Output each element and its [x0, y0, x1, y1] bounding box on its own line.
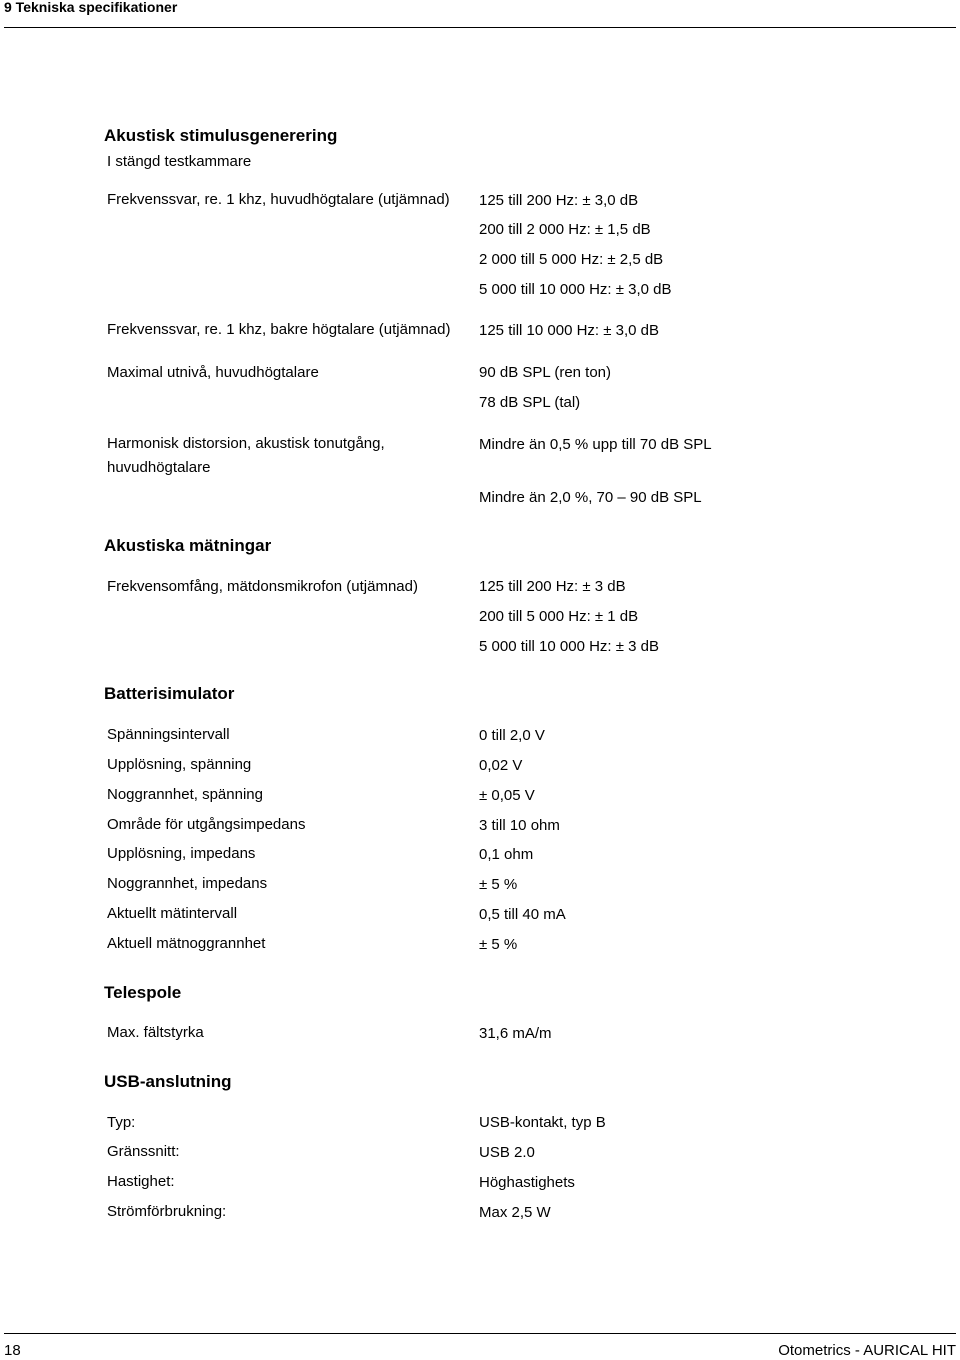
spec-label: Aktuell mätnoggrannhet [107, 935, 266, 952]
spec-label: Typ: [107, 1114, 136, 1131]
page-header-title: 9 Tekniska specifikationer [4, 0, 178, 15]
spec-label: Gränssnitt: [107, 1143, 180, 1160]
spec-value: USB-kontakt, typ B [479, 1114, 606, 1131]
spec-value: 90 dB SPL (ren ton) [479, 364, 612, 381]
spec-value: 200 till 5 000 Hz: ± 1 dB [479, 608, 639, 625]
section-title-telecoil: Telespole [104, 983, 182, 1002]
section-subtitle-stimulus: I stängd testkammare [107, 153, 252, 170]
spec-label: Upplösning, spänning [107, 756, 252, 773]
spec-value: 2 000 till 5 000 Hz: ± 2,5 dB [479, 251, 664, 268]
spec-label: Spänningsintervall [107, 726, 230, 743]
section-title-battery: Batterisimulator [104, 684, 235, 703]
spec-value: 0,1 ohm [479, 846, 534, 863]
spec-value: 31,6 mA/m [479, 1025, 552, 1042]
spec-value: 5 000 till 10 000 Hz: ± 3 dB [479, 638, 660, 655]
spec-value: Mindre än 0,5 % upp till 70 dB SPL [479, 436, 712, 453]
spec-value: USB 2.0 [479, 1144, 535, 1161]
spec-value: 5 000 till 10 000 Hz: ± 3,0 dB [479, 281, 672, 298]
spec-value: 78 dB SPL (tal) [479, 394, 581, 411]
spec-value: 200 till 2 000 Hz: ± 1,5 dB [479, 221, 651, 238]
spec-label: Frekvensomfång, mätdonsmikrofon (utjämnad) [107, 578, 418, 595]
page-number: 18 [4, 1342, 21, 1359]
spec-value: ± 5 % [479, 876, 518, 893]
section-title-usb: USB-anslutning [104, 1072, 232, 1091]
spec-value: 125 till 200 Hz: ± 3 dB [479, 578, 626, 595]
spec-value: 0,02 V [479, 757, 523, 774]
footer-rule [4, 1333, 956, 1334]
spec-value: 125 till 10 000 Hz: ± 3,0 dB [479, 322, 660, 339]
spec-label: Harmonisk distorsion, akustisk tonutgång, huvudhögtalare [107, 435, 385, 476]
spec-value: 0,5 till 40 mA [479, 906, 566, 923]
spec-label: Noggrannhet, spänning [107, 786, 263, 803]
spec-value: 125 till 200 Hz: ± 3,0 dB [479, 192, 639, 209]
spec-value: Mindre än 2,0 %, 70 – 90 dB SPL [479, 489, 702, 506]
spec-value: 0 till 2,0 V [479, 727, 545, 744]
spec-label: Område för utgångsimpedans [107, 816, 306, 833]
spec-label: Maximal utnivå, huvudhögtalare [107, 364, 319, 381]
spec-label: Frekvenssvar, re. 1 khz, bakre högtalare (utjämnad) [107, 321, 451, 338]
header-rule [4, 27, 956, 28]
spec-value: 3 till 10 ohm [479, 817, 560, 834]
spec-label: Hastighet: [107, 1173, 175, 1190]
spec-value: Höghastighets [479, 1174, 575, 1191]
spec-label: Strömförbrukning: [107, 1203, 227, 1220]
spec-label: Frekvenssvar, re. 1 khz, huvudhögtalare (utjämnad) [107, 191, 450, 208]
spec-label: Aktuellt mätintervall [107, 905, 238, 922]
footer-brand: Otometrics - AURICAL HIT [778, 1342, 956, 1359]
section-title-stimulus: Akustisk stimulusgenerering [104, 126, 338, 145]
section-title-measurements: Akustiska mätningar [104, 536, 272, 555]
spec-label: Upplösning, impedans [107, 845, 256, 862]
spec-value: ± 0,05 V [479, 787, 535, 804]
spec-label: Noggrannhet, impedans [107, 875, 268, 892]
spec-value: ± 5 % [479, 936, 518, 953]
spec-value: Max 2,5 W [479, 1204, 551, 1221]
spec-label: Max. fältstyrka [107, 1024, 204, 1041]
